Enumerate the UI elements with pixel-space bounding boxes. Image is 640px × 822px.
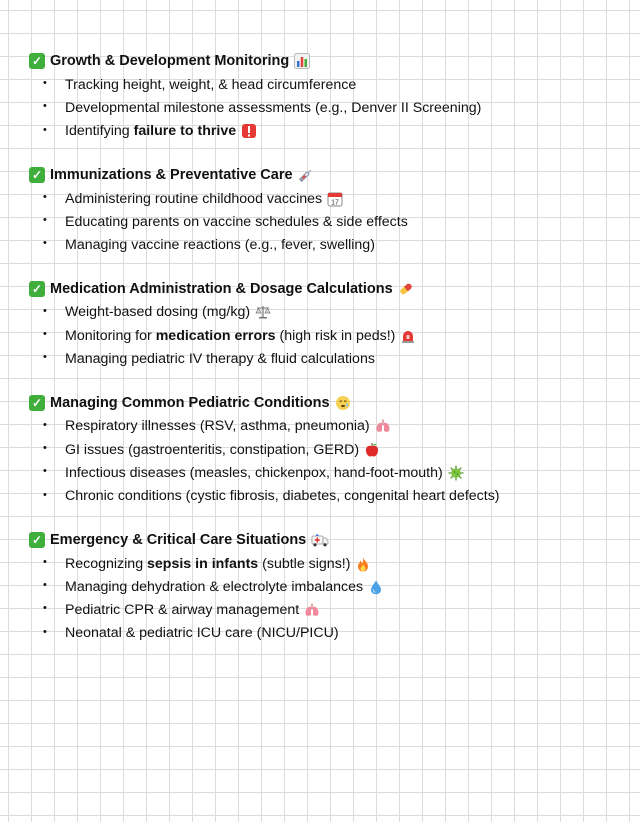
bullet-icon: • [43,465,47,478]
item-text: Recognizing [65,555,148,572]
emphasized-text: medication errors [155,327,276,344]
section-title: Managing Common Pediatric Conditions [50,394,330,411]
bullet-icon: • [43,304,47,317]
svg-text:17: 17 [331,199,339,207]
section-title: Emergency & Critical Care Situations [50,531,307,548]
list-item [29,438,629,461]
bullet-list [29,552,629,645]
sick-face-icon [335,395,351,411]
list-item [29,575,629,598]
lungs-icon [304,602,320,618]
list-item [29,598,629,621]
section-heading [29,50,629,72]
bullet-icon: • [43,328,47,341]
section-heading [29,278,629,300]
item-text: (high risk in peds!) [275,327,396,344]
checkmark-icon: ✓ [29,395,45,411]
bar-chart-icon [294,53,310,69]
bullet-icon: • [43,579,47,592]
item-text: Managing vaccine reactions (e.g., fever, swelling) [65,237,375,254]
section [29,392,629,508]
bullet-list [29,73,629,143]
bullet-icon: • [43,488,47,501]
droplet-icon [368,579,384,595]
bullet-icon: • [43,190,47,203]
item-text: GI issues (gastroenteritis, constipation, GERD) [65,441,360,458]
scale-icon [255,304,271,320]
list-item [29,96,629,119]
item-text: Neonatal & pediatric ICU care (NICU/PICU) [65,625,339,642]
list-item [29,301,629,324]
calendar-icon [327,191,343,207]
pill-icon [398,281,414,297]
list-item [29,73,629,96]
bullet-icon: • [43,100,47,113]
list-item [29,187,629,210]
virus-icon [448,465,464,481]
item-text: (subtle signs!) [258,555,351,572]
lungs-icon [375,418,391,434]
section-title: Immunizations & Preventative Care [50,166,293,183]
emphasized-text: sepsis in infants [147,555,259,572]
bullet-list [29,187,629,257]
section-title: Medication Administration & Dosage Calculations [50,280,393,297]
item-text: Developmental milestone assessments (e.g., Denver II Screening) [65,99,482,116]
apple-icon [364,442,380,458]
list-item [29,347,629,370]
bullet-icon: • [43,602,47,615]
bullet-icon: • [43,418,47,431]
bullet-icon: • [43,237,47,250]
section-heading [29,392,629,414]
item-text: Tracking height, weight, & head circumference [65,76,357,93]
ambulance-icon [311,532,329,548]
list-item [29,461,629,484]
syringe-icon [298,167,314,183]
bullet-icon: • [43,441,47,454]
list-item [29,622,629,645]
item-text: Respiratory illnesses (RSV, asthma, pneumonia) [65,418,370,435]
list-item [29,120,629,143]
item-text: Educating parents on vaccine schedules & side effects [65,213,408,230]
red-alert-icon [241,123,257,139]
item-text: Chronic conditions (cystic fibrosis, diabetes, congenital heart defects) [65,488,500,505]
section-title: Growth & Development Monitoring [50,53,290,69]
checkmark-icon: ✓ [29,167,45,183]
emphasized-text: failure to thrive [133,123,237,140]
list-item [29,324,629,347]
list-item [29,233,629,256]
bullet-icon: • [43,214,47,227]
bullet-icon: • [43,77,47,89]
bullet-list [29,415,629,508]
item-text: Infectious diseases (measles, chickenpox, hand-foot-mouth) [65,464,443,481]
bullet-icon: • [43,625,47,638]
bullet-icon: • [43,351,47,364]
item-text: Managing dehydration & electrolyte imbalances [65,578,364,595]
item-text: Pediatric CPR & airway management [65,602,300,619]
section [29,278,629,371]
bullet-icon: • [43,555,47,568]
checkmark-icon: ✓ [29,53,45,69]
list-item [29,485,629,508]
section-heading [29,529,629,551]
siren-icon [400,328,416,344]
bullet-icon: • [43,123,47,136]
document [29,50,629,666]
bullet-list [29,301,629,371]
list-item [29,210,629,233]
item-text: Managing pediatric IV therapy & fluid calculations [65,351,375,368]
list-item [29,552,629,575]
section [29,50,629,143]
fire-icon [355,556,371,572]
section [29,164,629,257]
list-item [29,415,629,438]
item-text: Administering routine childhood vaccines [65,190,323,207]
section [29,529,629,645]
item-text: Weight-based dosing (mg/kg) [65,304,251,321]
checkmark-icon: ✓ [29,281,45,297]
section-heading [29,164,629,186]
item-text: Identifying [65,123,134,140]
checkmark-icon: ✓ [29,532,45,548]
item-text: Monitoring for [65,327,156,344]
